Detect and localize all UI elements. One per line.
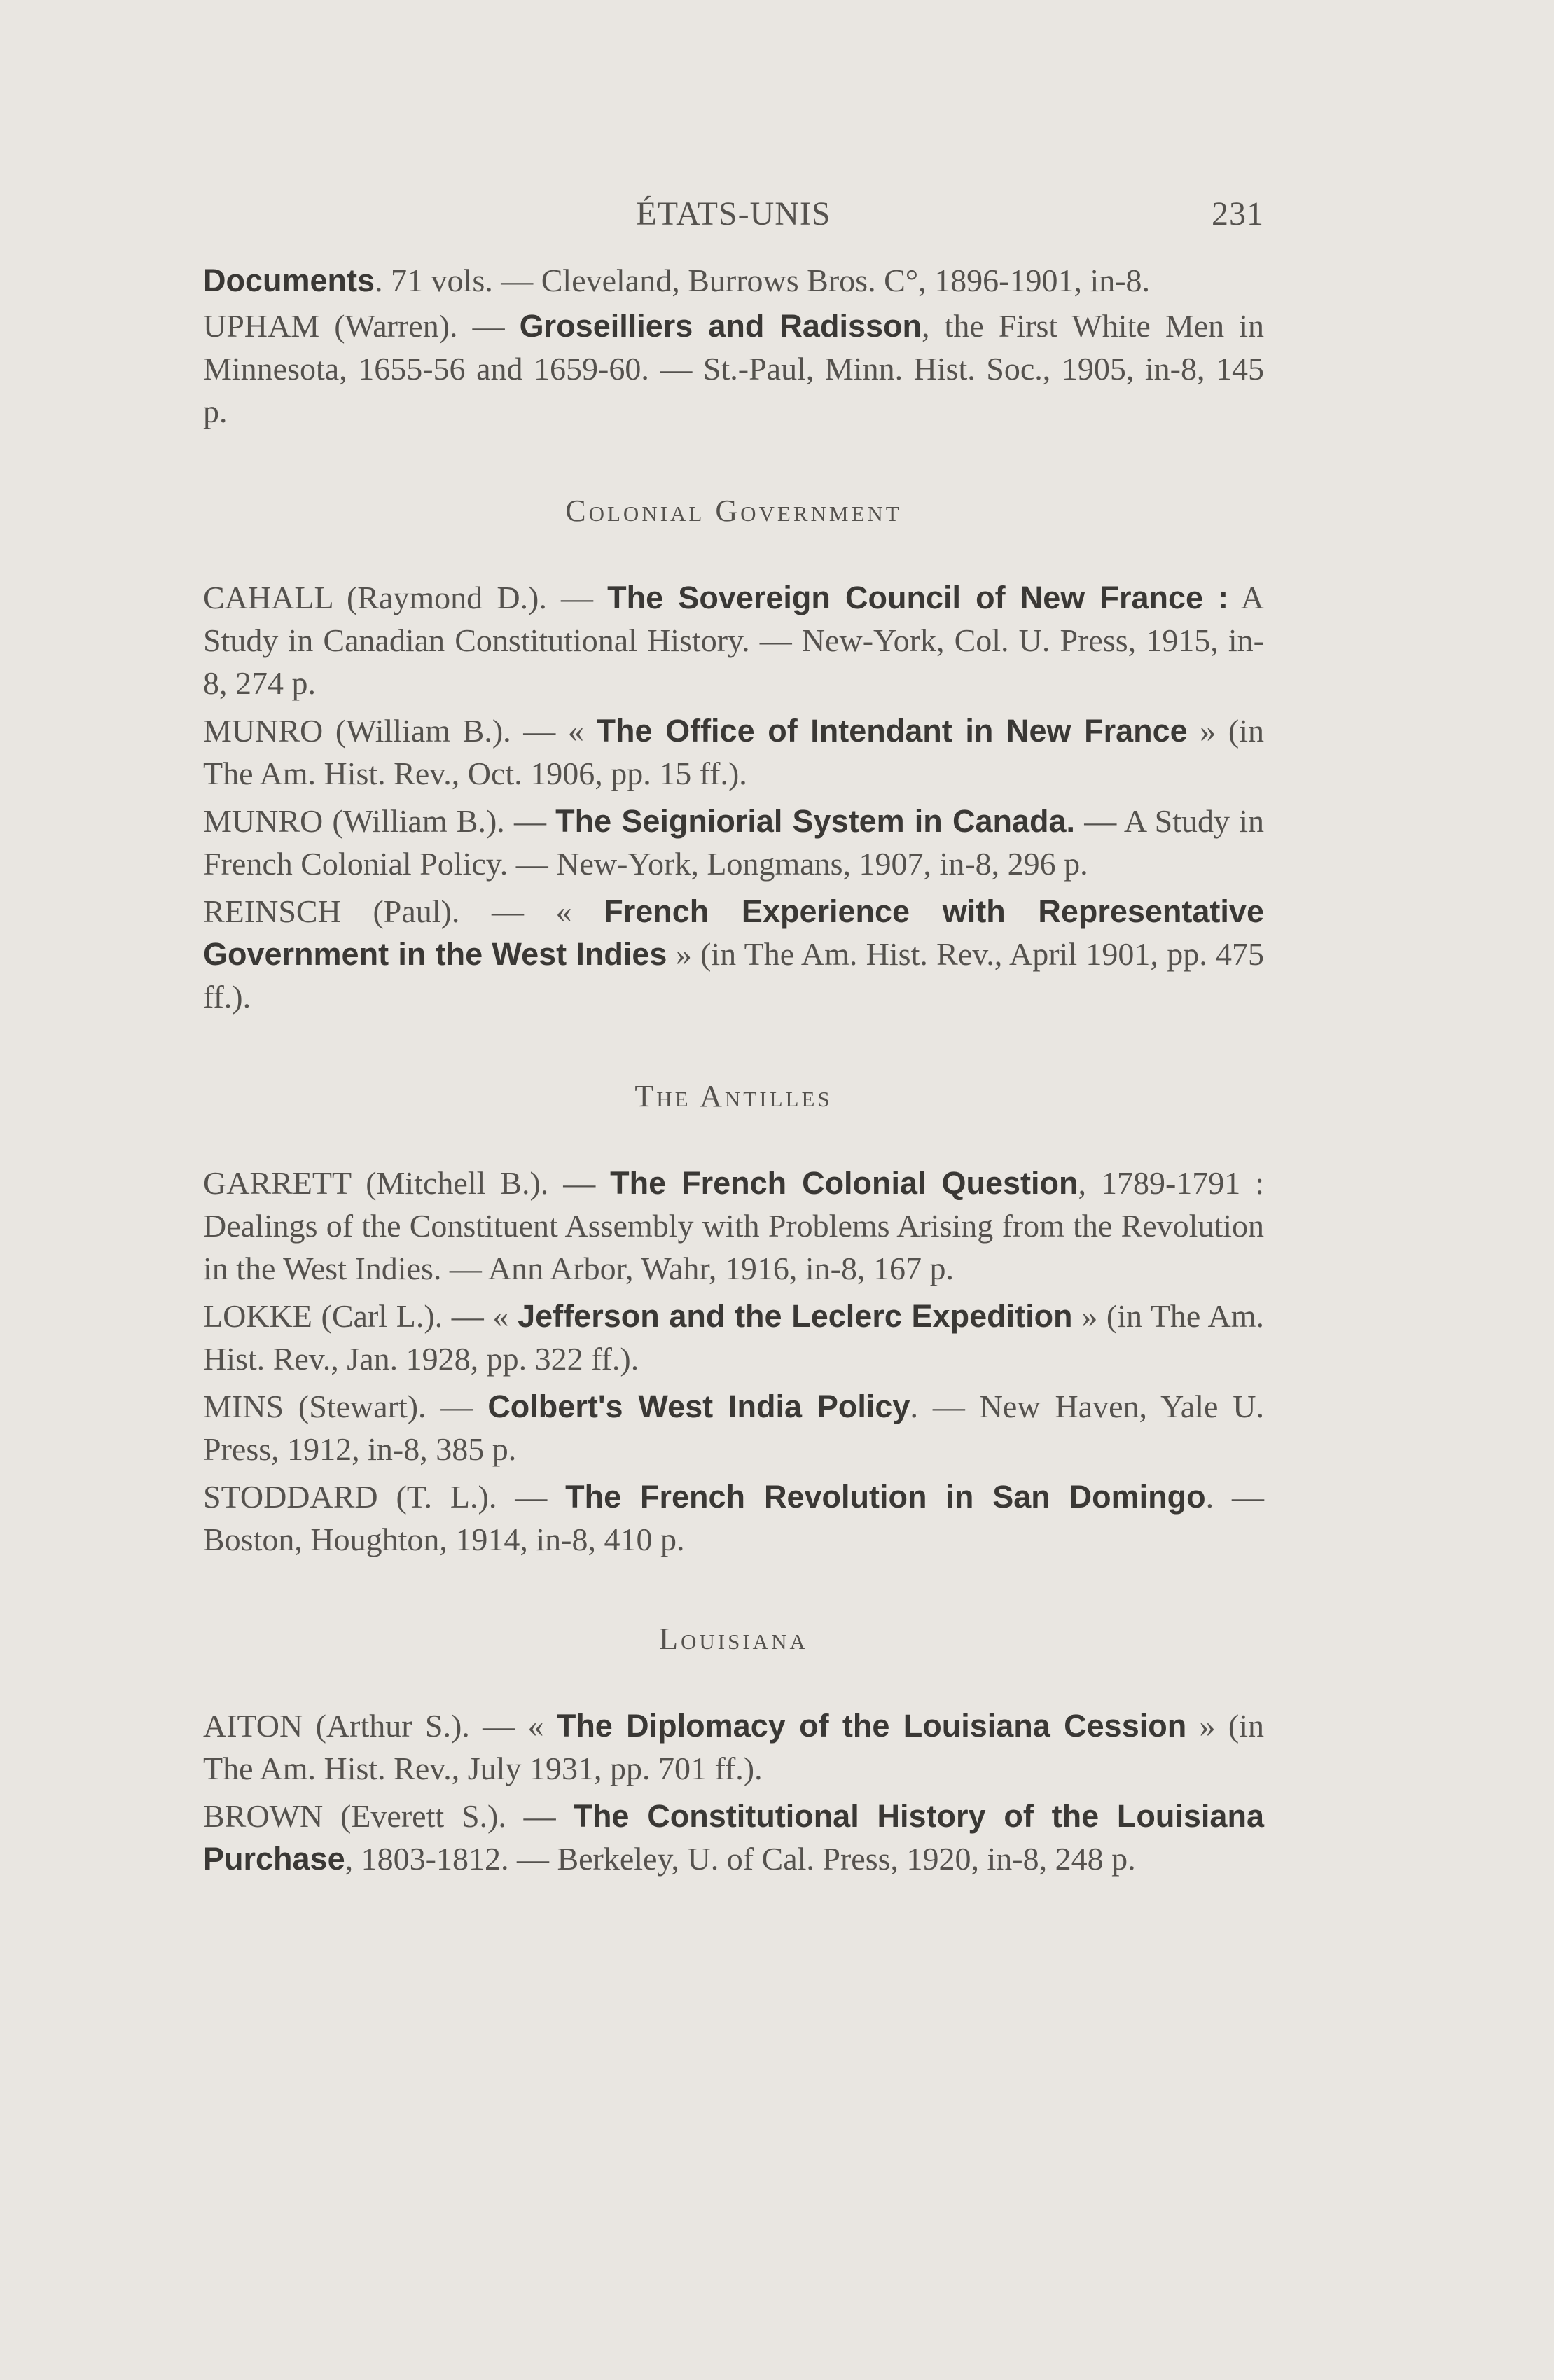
entry-author: MINS (Stewart). — <box>203 1389 488 1424</box>
entry-title: The Sovereign Council of New France : <box>607 580 1229 615</box>
entry-details: . — New Haven, Yale U. Press, 1912, in-8, 385 p. <box>203 1389 1264 1467</box>
entry-details: . — Boston, Houghton, 1914, in-8, 410 p. <box>203 1479 1264 1557</box>
bibliography-entry <box>203 1704 1264 1790</box>
entry-details: » (in The Am. Hist. Rev., April 1901, pp. 475 ff.). <box>203 936 1264 1015</box>
section-heading: Colonial Government <box>565 494 902 528</box>
entry-author: CAHALL (Raymond D.). — <box>203 580 608 615</box>
entry-author: BROWN (Everett S.). — <box>203 1798 574 1834</box>
entry-author: GARRETT (Mitchell B.). — <box>203 1165 611 1201</box>
entry-title: Groseilliers and Radisson <box>519 308 922 344</box>
section-heading: The Antilles <box>634 1079 833 1113</box>
entry-details: . 71 vols. — Cleveland, Burrows Bros. C°, 1896-1901, in-8. <box>375 263 1151 298</box>
entry-author: LOKKE (Carl L.). — « <box>203 1298 518 1334</box>
bibliography-entry <box>203 259 1264 302</box>
entry-title: The Office of Intendant in New France <box>596 713 1188 749</box>
entry-details: » (in The Am. Hist. Rev., Oct. 1906, pp. 15 ff.). <box>203 713 1264 791</box>
entry-details: , the First White Men in Minnesota, 1655-56 and 1659-60. — St.-Paul, Minn. Hist. Soc., 1905, in-8, 145 p. <box>203 308 1265 429</box>
entry-author: AITON (Arthur S.). — « <box>203 1708 557 1744</box>
bibliography-entry <box>203 800 1264 885</box>
entry-title: The Seigniorial System in Canada. <box>555 803 1076 839</box>
entry-title: The French Colonial Question <box>610 1165 1078 1201</box>
entry-author: MUNRO (William B.). — <box>203 803 556 839</box>
entry-author: UPHAM (Warren). — <box>203 308 520 344</box>
running-title: ÉTATS-UNIS <box>636 195 831 232</box>
bibliography-entry <box>203 1475 1264 1561</box>
entry-author: REINSCH (Paul). — « <box>203 893 604 929</box>
entry-details: » (in The Am. Hist. Rev., Jan. 1928, pp. 322 ff.). <box>203 1298 1264 1377</box>
entry-details: — A Study in French Colonial Policy. — New-York, Longmans, 1907, in-8, 296 p. <box>203 803 1264 882</box>
bibliography-entry <box>203 890 1264 1018</box>
bibliography-entry <box>203 1295 1264 1380</box>
entry-title: French Experience with Representative Government in the West Indies <box>203 893 1264 972</box>
entry-details: » (in The Am. Hist. Rev., July 1931, pp. 701 ff.). <box>203 1708 1264 1786</box>
bibliography-entry <box>203 576 1264 704</box>
section-heading: Louisiana <box>659 1622 808 1656</box>
entry-details: A Study in Canadian Constitutional History. — New-York, Col. U. Press, 1915, in-8, 274 p. <box>203 580 1264 701</box>
page-number: 231 <box>1212 195 1264 232</box>
entry-details: , 1803-1812. — Berkeley, U. of Cal. Press, 1920, in-8, 248 p. <box>345 1841 1136 1877</box>
bibliography <box>203 259 1264 1885</box>
entry-title: Colbert's West India Policy <box>487 1389 910 1424</box>
entry-title: Documents <box>203 263 375 298</box>
entry-title: The French Revolution in San Domingo <box>565 1479 1206 1515</box>
bibliography-entry <box>203 1795 1264 1880</box>
bibliography-entry <box>203 709 1264 795</box>
running-header <box>203 195 1264 244</box>
entry-title: The Constitutional History of the Louisiana Purchase <box>203 1798 1264 1877</box>
bibliography-entry <box>203 305 1264 433</box>
bibliography-entry <box>203 1162 1264 1290</box>
entry-author: MUNRO (William B.). — « <box>203 713 597 749</box>
entry-author: STODDARD (T. L.). — <box>203 1479 566 1515</box>
bibliography-entry <box>203 1385 1264 1470</box>
entry-title: The Diplomacy of the Louisiana Cession <box>556 1708 1187 1744</box>
entry-details: , 1789-1791 : Dealings of the Constituent Assembly with Problems Arising from the Revolution in the West Indies. — Ann Arbor, Wahr, 1916, in-8, 167 p. <box>203 1165 1264 1286</box>
entry-title: Jefferson and the Leclerc Expedition <box>518 1298 1073 1334</box>
